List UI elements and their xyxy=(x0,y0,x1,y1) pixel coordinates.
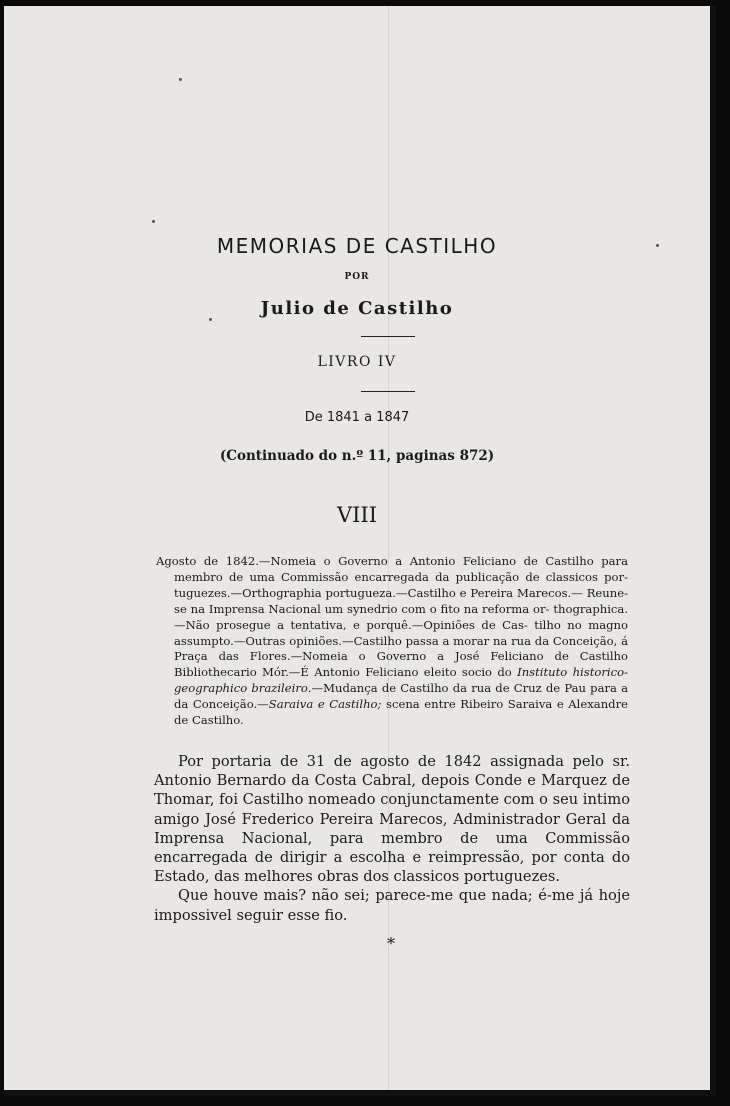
chapter-summary xyxy=(156,554,628,729)
body-text xyxy=(154,752,630,925)
summary-line: tilho no magno assumpto.—Outras opiniões.—Castilho passa a morar xyxy=(174,617,628,648)
asterisk-ornament: * xyxy=(387,934,395,953)
summary-line: Feliciano de Castilho Bibliothecario Mór.—É Antonio Feliciano eleito xyxy=(174,649,629,680)
summary-line: Agosto de 1842.—Nomeia o Governo a Antonio Feliciano de Castilho para xyxy=(156,554,628,568)
summary-italic: Instituto historico-geographico brazileiro xyxy=(174,665,628,696)
paragraph: Por portaria de 31 de agosto de 1842 assignada pelo sr. Antonio Bernardo da Costa Cabral, depois Conde e Marquez de Thomar, foi Castilho nomeado conjunctamente com o seu intimo amigo José Frederico Pereira Marecos, Administrador Geral da Imprensa Nacional, para membro de uma Commissão encarregada de dirigir a escolha e reimpressão, por conta do Estado, das melhores obras dos classicos portuguezes. xyxy=(154,753,630,886)
date-range: De 1841 a 1847 xyxy=(304,410,410,425)
paper-speck xyxy=(152,220,155,223)
summary-line: scena entre Ribeiro Saraiva e Alexandre de Castilho. xyxy=(174,697,628,728)
summary-line: thographica.—Não prosegue a tentativa, e porquê.—Opiniões de Cas- xyxy=(174,601,629,632)
chapter-number: VIII xyxy=(336,503,378,527)
summary-line: na rua da Conceição, á Praça das Flores.—Nomeia o Governo a José xyxy=(174,633,629,664)
divider-rule xyxy=(361,391,415,392)
continuation-note: (Continuado do n.º 11, paginas 872) xyxy=(219,448,495,464)
page xyxy=(4,6,716,1096)
author-name: Julio de Castilho xyxy=(260,298,454,319)
paragraph: Que houve mais? não sei; parece-me que nada; é-me já hoje impossivel seguir esse fio. xyxy=(154,887,630,924)
paper-speck xyxy=(209,318,212,321)
paper-speck xyxy=(656,244,659,247)
document-title: MEMORIAS DE CASTILHO xyxy=(216,234,498,258)
summary-line: tuguezes.—Orthographia portugueza.—Castilho e Pereira Marecos.— xyxy=(174,585,583,600)
byline: POR xyxy=(344,272,370,282)
page-fold-line xyxy=(388,6,389,1090)
summary-line: membro de uma Commissão encarregada da publicação de classicos por- xyxy=(174,569,628,584)
summary-line: socio do xyxy=(461,665,518,680)
paper-speck xyxy=(179,78,182,81)
summary-italic: Saraiva e Castilho; xyxy=(268,697,382,712)
summary-line: da rua de Cruz de Pau para a da Conceição.— xyxy=(174,681,629,712)
summary-line: .—Mudança de Castilho xyxy=(307,681,449,696)
summary-line: Reune-se na Imprensa Nacional um synedrio com o fito na reforma or- xyxy=(174,585,629,616)
book-number: LIVRO IV xyxy=(317,354,397,370)
divider-rule xyxy=(361,336,415,337)
